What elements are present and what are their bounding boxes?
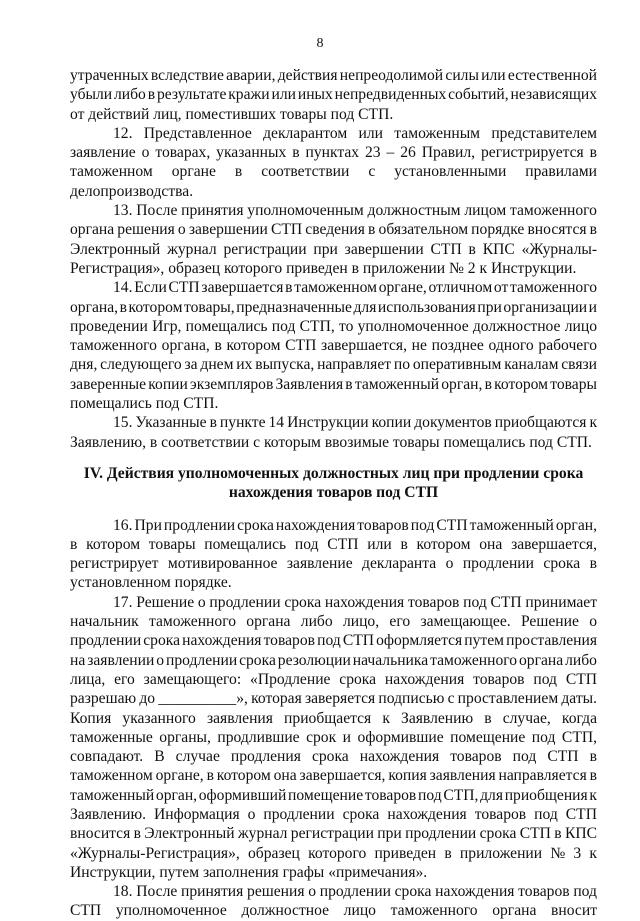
text-line-row — [70, 143, 597, 162]
paragraph — [70, 201, 597, 278]
text-line: СТП уполномоченное должностное лицо таможенного органа вносит — [70, 902, 598, 920]
text-line-row — [70, 85, 597, 104]
text-line: 12. Представленное декларантом или таможенным представителем — [113, 124, 597, 142]
text-line: делопроизводства. — [70, 182, 194, 200]
text-line-row — [70, 516, 597, 535]
text-line-row — [70, 805, 597, 824]
text-line-row — [70, 786, 597, 805]
text-line-row — [70, 124, 597, 143]
text-line: в котором товары помещались под СТП или в котором она завершается, — [70, 535, 597, 553]
text-line: нахождения товаров под СТП — [228, 484, 439, 502]
text-line-row — [70, 394, 597, 413]
text-line: вносится в Электронный журнал регистрации при продлении срока СТП в КПС — [70, 825, 598, 843]
text-line-row — [70, 882, 597, 901]
text-line-row — [70, 201, 597, 220]
paragraph — [70, 882, 597, 921]
text-line: помещались под СТП. — [70, 395, 219, 413]
text-line-row — [70, 298, 597, 317]
text-line: Инструкции, путем заполнения графы «примечания». — [70, 863, 428, 881]
text-line-row — [70, 240, 597, 259]
text-line: таможенном органе, в котором она завершается, копия заявления направляется в — [70, 767, 597, 785]
text-line: таможенного органа, в котором СТП завершается, не позднее одного рабочего — [70, 337, 598, 355]
text-line: Регистрация», образец которого приведен в приложении № 2 к Инструкции. — [70, 259, 577, 277]
paragraph — [70, 413, 597, 452]
text-line-row — [70, 355, 597, 374]
text-line-row — [70, 317, 597, 336]
text-line: органа решения о завершении СТП сведения в обязательном порядке вносятся в — [70, 221, 598, 239]
text-line: начальник таможенного органа либо лицо, его замещающее. Решение о — [70, 613, 598, 631]
text-line-row — [70, 483, 597, 502]
paragraph — [70, 516, 597, 593]
text-line-row — [70, 66, 597, 85]
text-line: Заявлению, в соответствии с которым ввозимые товары помещались под СТП. — [70, 433, 592, 451]
text-line: таможенные органы, продлившие срок и оформившие помещение под СТП, — [70, 728, 598, 746]
text-line: таможенный орган, оформивший помещение товаров под СТП, для приобщения к — [70, 786, 597, 804]
text-line-row — [70, 433, 597, 452]
text-line-row — [70, 689, 597, 708]
text-line: «Журналы-Регистрация», образец которого приведен в приложении № 3 к — [70, 844, 597, 862]
text-line-row — [70, 728, 597, 747]
text-line-row — [70, 863, 597, 882]
text-line: 15. Указанные в пункте 14 Инструкции копии документов приобщаются к — [113, 414, 598, 432]
text-line-row — [70, 593, 597, 612]
document-body — [70, 66, 597, 921]
text-line: установленном порядке. — [70, 574, 232, 592]
text-line-row — [70, 535, 597, 554]
text-line-row — [70, 612, 597, 631]
text-line: 13. После принятия уполномоченным должностным лицом таможенного — [113, 202, 597, 220]
text-line: продлении срока нахождения товаров под СТП оформляется путем проставления — [70, 632, 598, 650]
section-heading — [70, 464, 597, 503]
text-line: на заявлении о продлении срока резолюции начальника таможенного органа либо — [70, 651, 597, 669]
text-line-row — [70, 162, 597, 181]
text-line: разрешаю до __________», которая заверяется подписью с проставлением даты. — [70, 690, 598, 708]
text-line: 17. Решение о продлении срока нахождения товаров под СТП принимает — [113, 593, 598, 611]
text-line-row — [70, 336, 597, 355]
paragraph — [70, 278, 597, 413]
text-line: убыли либо в результате кражи или иных непредвиденных событий, независящих — [70, 86, 598, 104]
text-line-row — [70, 631, 597, 650]
text-line-row — [70, 901, 597, 920]
text-line: 16. При продлении срока нахождения товаров под СТП таможенный орган, — [113, 516, 597, 534]
text-line-row — [70, 464, 597, 483]
text-line-row — [70, 651, 597, 670]
paragraph — [70, 124, 597, 201]
text-line: Заявлению. Информация о продлении срока нахождения товаров под СТП — [70, 805, 597, 823]
text-line: органа, в котором товары, предназначенные для использования при организации и — [70, 298, 598, 316]
text-line-row — [70, 375, 597, 394]
paragraph — [70, 66, 597, 124]
text-line-row — [70, 278, 597, 297]
text-line: заявление о товарах, указанных в пунктах 23 – 26 Правил, регистрируется в — [70, 144, 598, 162]
text-line: Электронный журнал регистрации при завершении СТП в КПС «Журналы- — [70, 240, 598, 258]
text-line: от действий лиц, поместивших товары под СТП. — [70, 105, 394, 123]
text-line-row — [70, 259, 597, 278]
text-line: регистрирует мотивированное заявление декларанта о продлении срока в — [70, 555, 597, 573]
text-line: утраченных вследствие аварии, действия непреодолимой силы или естественной — [70, 67, 598, 84]
text-line-row — [70, 573, 597, 592]
text-line: совпадают. В случае продления срока нахождения товаров под СТП в — [70, 748, 597, 766]
page-number: 8 — [316, 36, 324, 51]
text-line-row — [70, 824, 597, 843]
text-line-row — [70, 766, 597, 785]
text-line: дня, следующего за днем их выпуска, направляет по оперативным каналам связи — [70, 356, 598, 374]
text-line: проведении Игр, помещались под СТП, то уполномоченное должностное лицо — [70, 317, 597, 335]
text-line: 14. Если СТП завершается в таможенном органе, отличном от таможенного — [113, 279, 598, 297]
text-line: лица, его замещающего: «Продление срока нахождения товаров под СТП — [70, 670, 598, 688]
text-line-row — [70, 554, 597, 573]
text-line: IV. Действия уполномоченных должностных лиц при продлении срока — [83, 464, 584, 482]
text-line-row — [70, 844, 597, 863]
text-line: таможенном органе в соответствии с установленными правилами — [70, 163, 597, 181]
text-line-row — [70, 670, 597, 689]
text-line-row — [70, 105, 597, 124]
text-line: Копия указанного заявления приобщается к Заявлению в случае, когда — [70, 709, 597, 727]
text-line-row — [70, 182, 597, 201]
text-line: заверенные копии экземпляров Заявления в таможенный орган, в котором товары — [70, 375, 597, 393]
paragraph — [70, 593, 597, 882]
text-line-row — [70, 413, 597, 432]
text-line-row — [70, 747, 597, 766]
text-line-row — [70, 220, 597, 239]
text-line-row — [70, 709, 597, 728]
text-line: 18. После принятия решения о продлении срока нахождения товаров под — [113, 883, 597, 901]
